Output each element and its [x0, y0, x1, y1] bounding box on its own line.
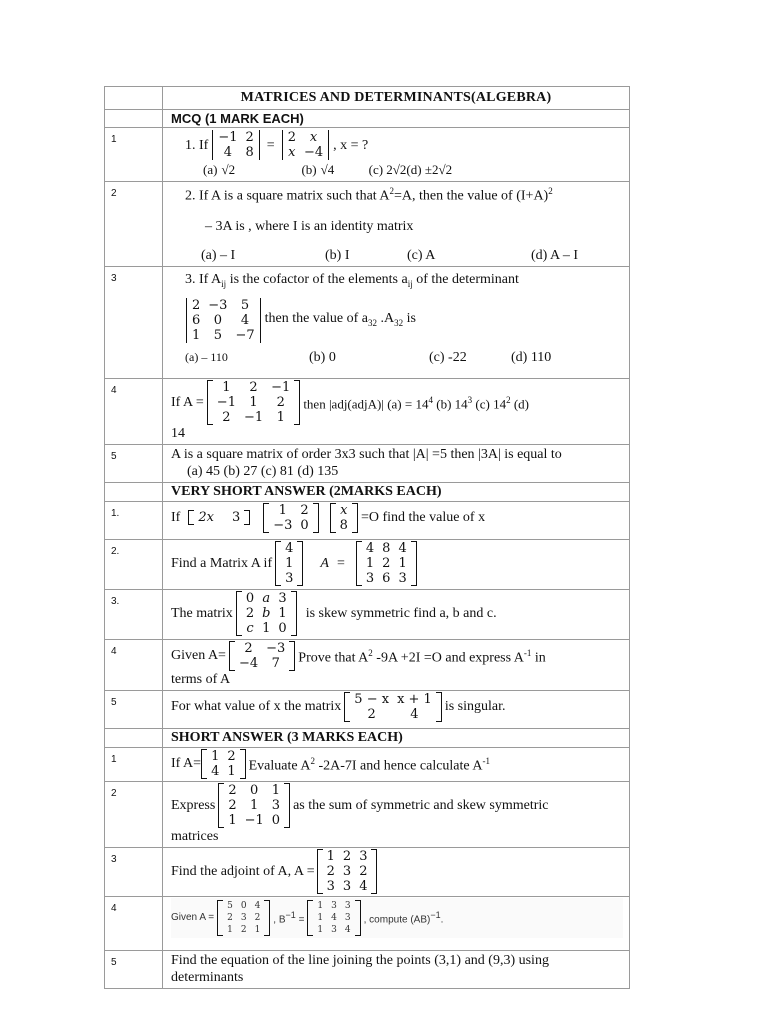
- matrix-cell: 8: [382, 540, 391, 556]
- text: -2A-7I and hence calculate A: [314, 758, 483, 774]
- det-cell: x: [288, 145, 296, 160]
- question-text: is the cofactor of the elements a: [226, 271, 408, 287]
- question-number: 4: [105, 896, 163, 950]
- question-text: of the determinant: [412, 271, 519, 287]
- matrix: [236, 591, 297, 636]
- det-cell: 0: [213, 313, 222, 329]
- bracket-right: [244, 510, 250, 525]
- matrix-cell: 4: [344, 924, 351, 935]
- matrix-grid: [323, 849, 372, 894]
- question-body: [163, 747, 630, 781]
- question-options: (a) 45 (b) 27 (c) 81 (d) 135: [187, 463, 339, 479]
- bracket-right: [294, 380, 300, 425]
- matrix-symbol: A: [320, 555, 329, 571]
- matrix-cell: a: [262, 590, 271, 606]
- superscript: 2: [548, 186, 553, 196]
- determinant-left: [211, 130, 260, 160]
- option-d: (d) 110: [511, 350, 552, 366]
- matrix-grid: [194, 510, 244, 525]
- matrix-cell: 1: [249, 394, 258, 410]
- blank-cell: [105, 110, 163, 128]
- matrix-cell: 4: [331, 912, 337, 923]
- text: Evaluate A: [248, 758, 311, 774]
- question-prefix: Express: [171, 797, 216, 813]
- question-number: 5: [105, 444, 163, 482]
- matrix-cell: 4: [398, 540, 407, 556]
- wrapped-text: 14: [171, 425, 185, 441]
- matrix-cell: 1: [227, 924, 233, 935]
- question-body: [163, 847, 630, 896]
- matrix-cell: −3: [273, 517, 293, 533]
- vsa-header-row: [105, 482, 630, 501]
- matrix-cell: −1: [271, 379, 291, 395]
- det-bar: [212, 130, 213, 160]
- question-prefix: Find a Matrix A if: [171, 555, 273, 571]
- then-text: then the value of a: [264, 311, 369, 327]
- page-title: MATRICES AND DETERMINANTS(ALGEBRA): [163, 87, 630, 110]
- question-prefix: 1. If: [185, 137, 209, 153]
- superscript: 2: [368, 647, 373, 658]
- question-text: [265, 310, 416, 332]
- matrix-cell: 4: [359, 878, 368, 894]
- det-bar: [282, 130, 283, 160]
- det-bar: [328, 130, 329, 160]
- matrix-cell: 4: [285, 540, 294, 556]
- question-prefix: Given A=: [171, 648, 226, 664]
- question-row: [105, 781, 630, 847]
- matrix-cell: x + 1: [397, 691, 432, 707]
- question-row: [105, 639, 630, 690]
- matrix-cell: 1: [398, 555, 407, 571]
- question-text-line2: terms of A: [171, 671, 231, 687]
- question-suffix: as the sum of symmetric and skew symmetric: [293, 797, 549, 813]
- text: (b) 14: [432, 396, 468, 412]
- matrix-cell: 8: [339, 517, 348, 533]
- matrix-cell: 2x: [198, 510, 214, 526]
- text: (d): [510, 396, 530, 412]
- matrix-cell: 1: [254, 924, 261, 935]
- question-row: [105, 128, 630, 182]
- det-bar: [260, 298, 261, 343]
- matrix-cell: 2: [222, 409, 231, 425]
- option-b-label: (b): [301, 162, 317, 177]
- matrix-cell: 2: [367, 706, 376, 722]
- matrix-cell: 4: [254, 900, 261, 911]
- question-text: 2. If A is a square matrix such that A: [185, 188, 390, 204]
- superscript: 2: [389, 186, 395, 196]
- option-a: (a) – 110: [185, 350, 228, 365]
- matrix-cell: 7: [271, 655, 280, 671]
- matrix-cell: −3: [266, 640, 286, 656]
- question-suffix: =O find the value of x: [360, 510, 486, 526]
- superscript: 3: [467, 394, 473, 405]
- pasted-question-image: [171, 898, 623, 938]
- question-row: [105, 444, 630, 482]
- question-text: Find the equation of the line joining the points (3,1) and (9,3) using: [171, 952, 549, 968]
- det-cell: −4: [303, 145, 324, 160]
- bracket-right: [436, 692, 442, 722]
- question-suffix: , x = ?: [333, 137, 369, 153]
- question-number: 5: [105, 950, 163, 988]
- question-body: [163, 639, 630, 690]
- question-prefix: Find the adjoint of A, A =: [171, 863, 315, 879]
- matrix: [207, 380, 301, 425]
- det-cell: 4: [240, 313, 250, 329]
- matrix-cell: 2: [300, 502, 309, 518]
- question-row: [105, 501, 630, 539]
- matrix-cell: 3: [365, 570, 375, 586]
- question-body: [163, 589, 630, 639]
- matrix-cell: 3: [342, 878, 352, 894]
- matrix-cell: 1: [227, 763, 236, 779]
- matrix-cell: 2: [245, 605, 255, 621]
- matrix-cell: 3: [331, 924, 337, 935]
- option-c: (c) A: [407, 247, 436, 263]
- question-body: [163, 444, 630, 482]
- question-body: [163, 501, 630, 539]
- question-text: [364, 907, 444, 928]
- matrix-cell: 2: [227, 748, 236, 764]
- det-cell: 6: [192, 313, 201, 329]
- bracket-right: [352, 503, 358, 533]
- matrix-cell: 2: [227, 912, 233, 923]
- text: in: [531, 650, 546, 666]
- matrix-grid: [362, 541, 411, 586]
- section-heading-sa: SHORT ANSWER (3 MARKS EACH): [163, 728, 630, 747]
- bracket-right: [289, 641, 295, 671]
- matrix-cell: 2: [359, 863, 368, 879]
- subscript: ij: [407, 278, 413, 289]
- matrix-cell: 2: [240, 924, 247, 935]
- text: .: [440, 914, 444, 926]
- matrix-cell: 1: [228, 812, 237, 828]
- question-text-line2: matrices: [171, 828, 219, 844]
- equals-sign: =: [336, 555, 345, 571]
- determinant: [185, 298, 262, 343]
- matrix-cell: 0: [240, 900, 247, 911]
- matrix-cell: c: [246, 620, 254, 636]
- matrix-cell: 1: [365, 555, 375, 571]
- question-row: [105, 539, 630, 589]
- matrix-cell: 0: [245, 590, 255, 606]
- question-text: [298, 645, 546, 667]
- question-text-line2: – 3A is , where I is an identity matrix: [205, 218, 414, 234]
- matrix-grid: [223, 900, 264, 936]
- mcq-header-row: [105, 110, 630, 128]
- section-heading-mcq: MCQ (1 MARK EACH): [163, 110, 630, 128]
- det-cell: −1: [218, 130, 238, 145]
- det-cell: 2: [245, 130, 254, 145]
- det-cell: −7: [235, 328, 255, 344]
- matrix: [317, 849, 378, 894]
- question-body: [163, 378, 630, 444]
- option-b: (b) 0: [309, 350, 336, 366]
- question-text: =A, then the value of (I+A): [394, 188, 549, 204]
- det-cell: 5: [240, 298, 250, 314]
- matrix-cell: 2: [249, 379, 258, 395]
- superscript: −1: [285, 909, 296, 920]
- option-b-value: √4: [320, 162, 335, 177]
- question-row: [105, 589, 630, 639]
- bracket-right: [411, 541, 417, 586]
- det-cell: 2: [287, 130, 296, 145]
- question-prefix: If A =: [171, 394, 204, 410]
- sa-header-row: [105, 728, 630, 747]
- matrix-grid: [242, 591, 291, 636]
- question-row: [105, 847, 630, 896]
- bracket-right: [284, 783, 290, 828]
- det-bar: [259, 130, 260, 160]
- matrix-cell: −1: [216, 394, 236, 410]
- blank-cell: [105, 728, 163, 747]
- title-row: [105, 87, 630, 110]
- text: Prove that A: [298, 650, 369, 666]
- question-number: 2: [105, 781, 163, 847]
- determinant-right: [281, 130, 330, 160]
- question-text: 3. If A: [185, 271, 222, 287]
- matrix-cell: 2: [228, 797, 237, 813]
- option-d: (d) A – I: [531, 247, 579, 263]
- option-a-label: (a): [203, 162, 218, 177]
- matrix-cell: 1: [278, 502, 287, 518]
- option-a-value: √2: [221, 162, 236, 177]
- matrix-cell: 1: [278, 605, 287, 621]
- superscript: 2: [506, 394, 511, 405]
- matrix-cell: −1: [244, 812, 264, 828]
- matrix-cell: 3: [331, 900, 337, 911]
- question-row: [105, 266, 630, 378]
- matrix-cell: 4: [410, 706, 419, 722]
- matrix-grid: [213, 380, 295, 425]
- question-prefix: For what value of x the matrix: [171, 699, 342, 715]
- blank-cell: [105, 87, 163, 110]
- question-text: A is a square matrix of order 3x3 such that |A| =5 then |3A| is equal to: [171, 446, 562, 462]
- then-text: is: [403, 311, 416, 327]
- bracket-right: [371, 849, 377, 894]
- superscript: -1: [523, 647, 532, 658]
- question-suffix: is singular.: [444, 699, 506, 715]
- matrix: [229, 641, 295, 671]
- matrix-grid: [269, 503, 312, 533]
- option-cd: (c) 2√2(d) ±2√2: [368, 162, 453, 177]
- matrix-cell: 0: [300, 517, 309, 533]
- option-c: (c) -22: [429, 350, 467, 366]
- matrix-cell: 1: [211, 748, 220, 764]
- matrix-cell: 3: [278, 590, 287, 606]
- bracket-right: [355, 900, 361, 936]
- matrix-cell: 2: [244, 640, 253, 656]
- question-row: [105, 378, 630, 444]
- matrix-cell: 3: [285, 570, 294, 586]
- matrix-cell: 2: [342, 848, 352, 864]
- subscript: 32: [394, 317, 404, 328]
- bracket-right: [297, 541, 303, 586]
- question-number: 2.: [105, 539, 163, 589]
- row-matrix: [188, 510, 250, 525]
- det-cell: 4: [223, 145, 233, 160]
- subscript: 32: [368, 317, 378, 328]
- matrix-a: [217, 900, 270, 936]
- matrix-grid: [350, 692, 436, 722]
- option-a: (a) – I: [201, 247, 236, 263]
- bracket-right: [264, 900, 270, 936]
- matrix-cell: 6: [382, 570, 391, 586]
- matrix-cell: 3: [398, 570, 407, 586]
- text: , compute (AB): [363, 914, 431, 926]
- matrix-cell: 3: [271, 797, 281, 813]
- det-cell: 8: [245, 145, 254, 160]
- question-prefix: If: [171, 510, 181, 526]
- matrix-cell: 3: [326, 878, 335, 894]
- question-row: [105, 896, 630, 950]
- question-number: 3.: [105, 589, 163, 639]
- question-prefix: Given A =: [171, 912, 215, 924]
- matrix: [344, 692, 442, 722]
- det-cell: 1: [192, 328, 201, 344]
- question-number: 1: [105, 747, 163, 781]
- question-row: [105, 950, 630, 988]
- matrix: [356, 541, 417, 586]
- question-number: 1: [105, 128, 163, 182]
- matrix-grid: [313, 900, 354, 936]
- question-text: [273, 907, 304, 928]
- question-body: [163, 896, 630, 950]
- matrix-cell: 5: [227, 900, 233, 911]
- question-table: [104, 86, 630, 989]
- question-row: [105, 747, 630, 781]
- question-row: [105, 182, 630, 267]
- det-cell: 5: [213, 328, 222, 344]
- matrix-cell: 1: [326, 848, 335, 864]
- question-body: [163, 539, 630, 589]
- question-body: [163, 182, 630, 267]
- matrix-cell: −1: [243, 409, 264, 425]
- matrix-b-inverse: [307, 900, 360, 936]
- matrix-cell: 0: [271, 812, 281, 828]
- matrix-grid: [281, 541, 297, 586]
- matrix-cell: 5 − x: [354, 691, 390, 707]
- text: =: [295, 914, 305, 926]
- matrix-cell: 4: [211, 763, 220, 779]
- matrix-cell: 4: [365, 540, 375, 556]
- matrix: [201, 749, 246, 779]
- matrix: [263, 503, 318, 533]
- matrix-grid: [207, 749, 240, 779]
- matrix-cell: 1: [317, 900, 324, 911]
- matrix-cell: 0: [250, 782, 259, 798]
- superscript: 4: [428, 394, 433, 405]
- matrix-cell: 1: [262, 620, 271, 636]
- matrix-cell: 2: [254, 912, 261, 923]
- det-grid: [284, 130, 327, 160]
- det-cell: 2: [192, 298, 201, 314]
- question-number: 3: [105, 266, 163, 378]
- matrix-cell: x: [340, 502, 348, 518]
- subscript: ij: [221, 278, 227, 289]
- matrix-cell: 2: [276, 394, 285, 410]
- question-prefix: The matrix: [171, 605, 233, 621]
- matrix-cell: 3: [342, 863, 352, 879]
- text: , B: [273, 914, 286, 926]
- matrix-cell: 3: [344, 912, 351, 923]
- option-b: (b) I: [325, 247, 350, 263]
- matrix-cell: 1: [250, 797, 259, 813]
- matrix-cell: 3: [231, 510, 241, 526]
- column-matrix: [275, 541, 303, 586]
- text: then |adj(adjA)| (a) = 14: [303, 396, 429, 412]
- matrix-cell: 2: [228, 782, 237, 798]
- bracket-right: [291, 591, 297, 636]
- bracket-right: [240, 749, 246, 779]
- matrix-cell: −4: [238, 655, 259, 671]
- det-cell: −3: [208, 298, 228, 314]
- matrix-grid: [336, 503, 352, 533]
- bracket-right: [313, 503, 319, 533]
- question-number: 1.: [105, 501, 163, 539]
- question-body: [163, 128, 630, 182]
- question-body: [163, 266, 630, 378]
- matrix-cell: 1: [317, 912, 324, 923]
- matrix-cell: 0: [278, 620, 287, 636]
- question-prefix: If A=: [171, 756, 202, 772]
- matrix-cell: 3: [240, 912, 247, 923]
- matrix-grid: [235, 641, 289, 671]
- question-body: [163, 781, 630, 847]
- det-cell: x: [309, 130, 318, 145]
- matrix-cell: 3: [344, 900, 351, 911]
- det-grid: [214, 130, 257, 160]
- det-grid: [188, 298, 259, 343]
- question-number: 5: [105, 690, 163, 728]
- question-number: 4: [105, 639, 163, 690]
- question-text: [303, 392, 529, 412]
- question-body: [163, 950, 630, 988]
- blank-cell: [105, 482, 163, 501]
- equals-sign: =: [266, 137, 275, 153]
- superscript: 2: [310, 755, 315, 766]
- question-text-line2: determinants: [171, 969, 244, 985]
- superscript: −1: [430, 909, 441, 920]
- matrix-cell: 1: [271, 782, 281, 798]
- question-body: [163, 690, 630, 728]
- matrix-cell: 2: [382, 555, 391, 571]
- question-row: [105, 690, 630, 728]
- text: (c) 14: [472, 396, 507, 412]
- matrix-cell: 1: [317, 924, 324, 935]
- matrix-cell: b: [262, 605, 271, 621]
- worksheet: [104, 86, 630, 989]
- column-matrix: [330, 503, 358, 533]
- matrix-grid: [224, 783, 284, 828]
- text: -9A +2I =O and express A: [372, 650, 524, 666]
- matrix-cell: 2: [326, 863, 335, 879]
- question-number: 3: [105, 847, 163, 896]
- matrix-cell: 1: [285, 555, 294, 571]
- section-heading-vsa: VERY SHORT ANSWER (2MARKS EACH): [163, 482, 630, 501]
- matrix-cell: 1: [276, 409, 285, 425]
- superscript: -1: [482, 755, 490, 766]
- question-text: [249, 753, 490, 775]
- matrix-cell: 3: [359, 848, 368, 864]
- question-number: 2: [105, 182, 163, 267]
- question-suffix: is skew symmetric find a, b and c.: [305, 605, 497, 621]
- then-text: .A: [377, 311, 395, 327]
- matrix: [218, 783, 290, 828]
- matrix-cell: 1: [222, 379, 231, 395]
- question-number: 4: [105, 378, 163, 444]
- det-bar: [186, 298, 187, 343]
